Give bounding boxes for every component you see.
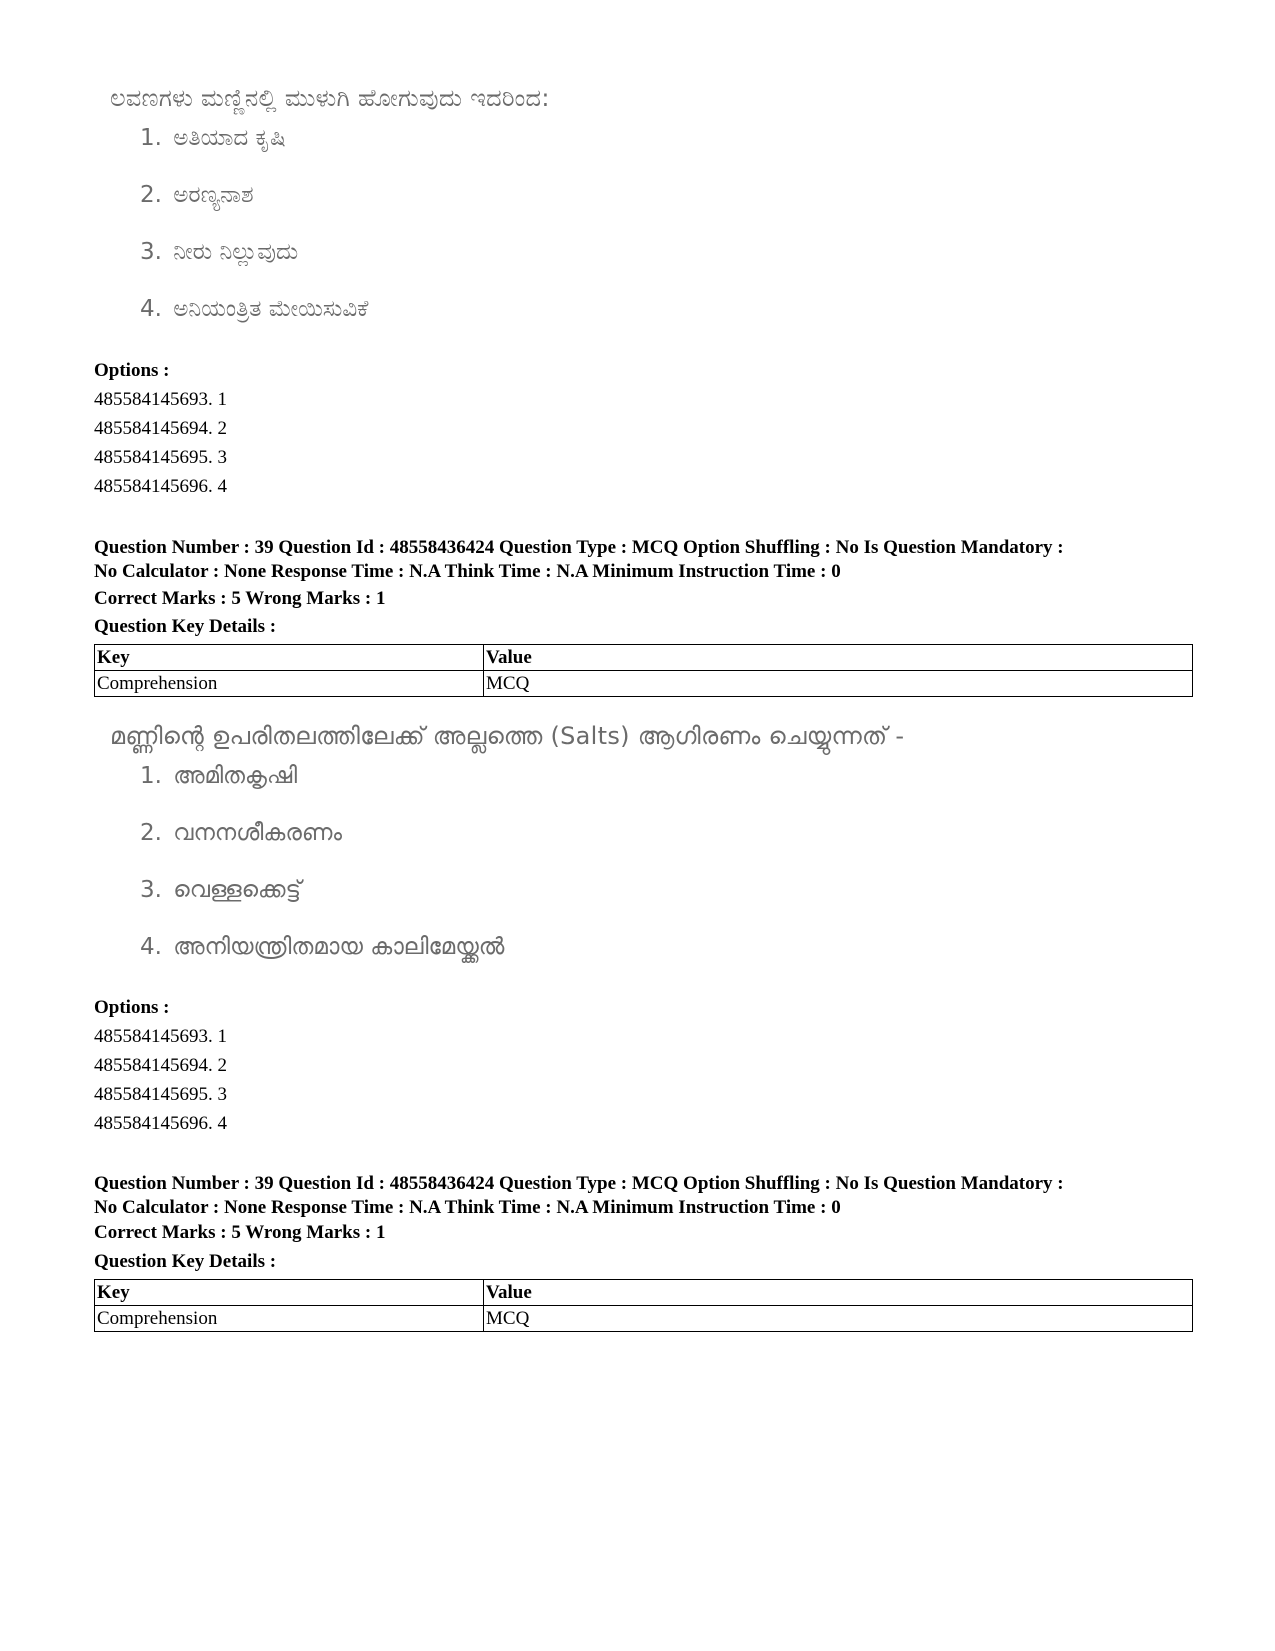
options-list — [94, 388, 227, 504]
choice-text: ಅರಣ್ಯನಾಶ — [173, 182, 254, 208]
choice-text: വനനശീകരണം — [173, 820, 342, 846]
question-choice — [110, 120, 1010, 177]
choice-number: 2. — [140, 820, 162, 846]
cell-key: Comprehension — [95, 1306, 484, 1332]
choice-text: ಅತಿಯಾದ ಕೃಷಿ — [173, 125, 286, 151]
question-choice — [110, 291, 1010, 348]
question-meta-line: Question Number : 39 Question Id : 48558436424 Question Type : MCQ Option Shuffling : No Is Question Mandatory : — [94, 1173, 1064, 1194]
choice-number: 3. — [140, 239, 162, 265]
question-choice — [110, 234, 1010, 291]
question-stem: മണ്ണിന്റെ ഉപരിതലത്തിലേക്ക് അല്ലത്തെ (Salts) ആഗിരണം ചെയ്യുന്നത് - — [110, 722, 905, 750]
choice-text: അമിതകൃഷി — [173, 763, 298, 789]
option-item: 485584145693. 1 — [94, 389, 227, 410]
key-details-label: Question Key Details : — [94, 616, 277, 637]
header-key: Key — [95, 645, 484, 671]
question-choice — [110, 758, 1010, 815]
choice-number: 4. — [140, 934, 162, 960]
options-list — [94, 1025, 227, 1141]
table-header-row — [95, 645, 1193, 671]
key-details-table — [94, 1279, 1193, 1332]
question-choice — [110, 177, 1010, 234]
choice-text: ಅನಿಯಂತ್ರಿತ ಮೇಯಿಸುವಿಕೆ — [173, 296, 369, 322]
question-choice — [110, 815, 1010, 872]
choice-text: വെള്ളക്കെട്ട് — [173, 877, 302, 903]
choice-text: ನೀರು ನಿಲ್ಲುವುದು — [173, 239, 299, 265]
key-details-table — [94, 644, 1193, 697]
choice-text: അനിയന്ത്രിതമായ കാലിമേയ്ക്കൽ — [173, 934, 505, 960]
question-meta-line: No Calculator : None Response Time : N.A Think Time : N.A Minimum Instruction Time : 0 — [94, 561, 841, 582]
table-row — [95, 671, 1193, 697]
option-item: 485584145694. 2 — [94, 1055, 227, 1076]
question-choice — [110, 872, 1010, 929]
table-header-row — [95, 1280, 1193, 1306]
question-stem: ಲವಣಗಳು ಮಣ್ಣಿನಲ್ಲಿ ಮುಳುಗಿ ಹೋಗುವುದು ಇದರಿಂದ: — [110, 84, 550, 112]
cell-value: MCQ — [484, 1306, 1193, 1332]
header-value: Value — [484, 645, 1193, 671]
marks-line: Correct Marks : 5 Wrong Marks : 1 — [94, 588, 386, 609]
question-meta-line: Question Number : 39 Question Id : 48558436424 Question Type : MCQ Option Shuffling : No Is Question Mandatory : — [94, 537, 1064, 558]
question-meta-line: No Calculator : None Response Time : N.A Think Time : N.A Minimum Instruction Time : 0 — [94, 1197, 841, 1218]
header-key: Key — [95, 1280, 484, 1306]
cell-key: Comprehension — [95, 671, 484, 697]
choice-number: 3. — [140, 877, 162, 903]
choice-number: 4. — [140, 296, 162, 322]
option-item: 485584145694. 2 — [94, 418, 227, 439]
question-meta — [94, 1172, 1204, 1220]
option-item: 485584145695. 3 — [94, 447, 227, 468]
option-item: 485584145693. 1 — [94, 1026, 227, 1047]
choice-number: 2. — [140, 182, 162, 208]
cell-value: MCQ — [484, 671, 1193, 697]
choice-number: 1. — [140, 125, 162, 151]
option-item: 485584145696. 4 — [94, 1113, 227, 1134]
question-choice — [110, 929, 1010, 986]
options-label: Options : — [94, 360, 170, 381]
option-item: 485584145696. 4 — [94, 476, 227, 497]
choice-number: 1. — [140, 763, 162, 789]
marks-line: Correct Marks : 5 Wrong Marks : 1 — [94, 1222, 386, 1243]
options-label: Options : — [94, 997, 170, 1018]
table-row — [95, 1306, 1193, 1332]
question-image-kannada — [110, 80, 1010, 348]
question-meta — [94, 536, 1204, 584]
option-item: 485584145695. 3 — [94, 1084, 227, 1105]
header-value: Value — [484, 1280, 1193, 1306]
question-image-malayalam — [110, 718, 1010, 986]
key-details-label: Question Key Details : — [94, 1251, 277, 1272]
